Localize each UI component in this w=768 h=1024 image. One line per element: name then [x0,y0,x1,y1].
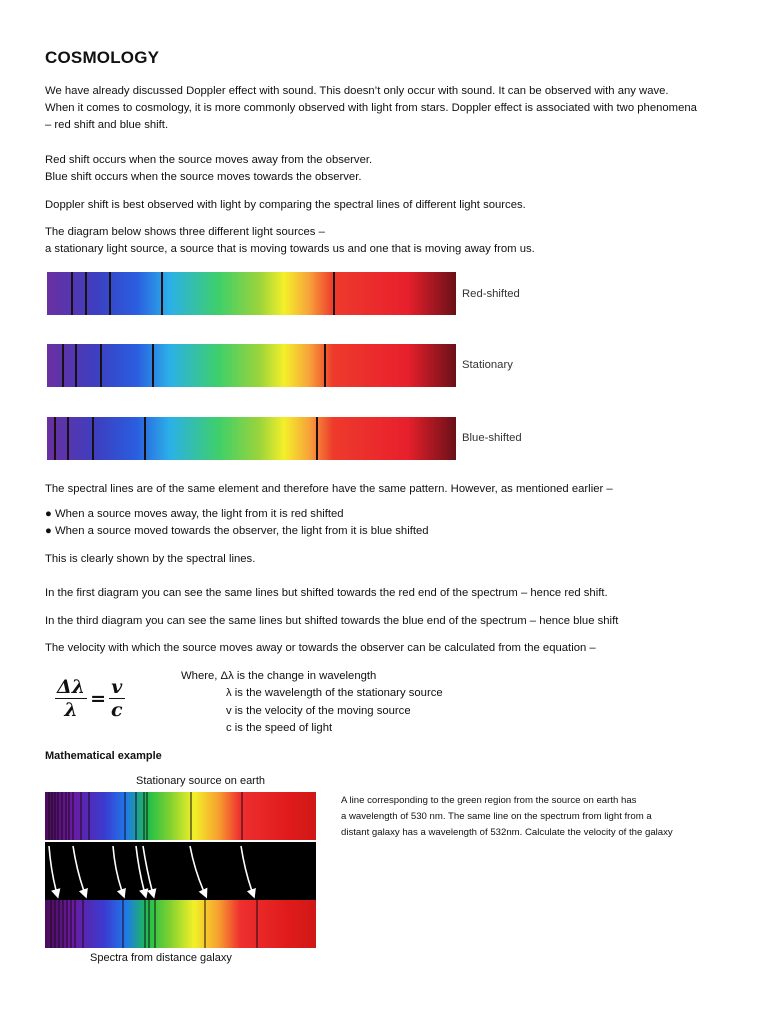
stationary-label: Stationary [462,359,513,371]
formula-v: v [109,676,125,699]
blue-shifted-spectrum [47,417,456,460]
example-text-line-3: distant galaxy has a wavelength of 532nm. Calculate the velocity of the galaxy [341,827,673,838]
intro-line-2: When it comes to cosmology, it is more commonly observed with light from stars. Doppler effect is associated with two phenomena [45,102,697,114]
spectral-line [316,417,318,460]
clear-text: This is clearly shown by the spectral lines. [45,553,256,565]
spectral-line [92,417,94,460]
earth-spectrum [45,792,316,840]
pattern-text: The spectral lines are of the same element and therefore have the same pattern. However, as mentioned earlier – [45,483,613,495]
math-example-heading: Mathematical example [45,750,162,762]
formula-lambda: λ [64,699,78,721]
formula-c: c [111,699,123,721]
earth-spectrum-lines [45,792,316,840]
spectral-line [75,344,77,387]
where-v: v is the velocity of the moving source [226,705,411,717]
spectral-intro: Doppler shift is best observed with light by comparing the spectral lines of different light sources. [45,199,526,211]
intro-line-3: – red shift and blue shift. [45,119,169,131]
where-delta-lambda: Where, Δλ is the change in wavelength [181,670,377,682]
spectral-line [144,417,146,460]
first-diagram-text: In the first diagram you can see the same lines but shifted towards the red end of the spectrum – hence red shift. [45,587,608,599]
red-shifted-spectrum [47,272,456,315]
galaxy-spectrum-lines [45,900,316,948]
diagram-intro-line-2: a stationary light source, a source that is moving towards us and one that is moving away from us. [45,243,535,255]
spectral-line [333,272,335,315]
red-shifted-label: Red-shifted [462,288,520,300]
shift-arrows-panel [45,842,316,900]
where-c: c is the speed of light [226,722,333,734]
formula-left-fraction [55,676,87,721]
intro-line-1: We have already discussed Doppler effect with sound. This doesn’t only occur with sound. It can be observed with any wave. [45,85,669,97]
blue-shifted-label: Blue-shifted [462,432,522,444]
spectral-line [67,417,69,460]
red-shift-definition: Red shift occurs when the source moves away from the observer. [45,154,373,166]
spectral-line [161,272,163,315]
spectral-line [109,272,111,315]
formula-delta-lambda: Δλ [57,676,86,698]
example-text-line-2: a wavelength of 530 nm. The same line on the spectrum from light from a [341,811,652,822]
formula-equals: = [90,687,106,710]
page-title: COSMOLOGY [45,48,160,67]
spectral-line [152,344,154,387]
third-diagram-text: In the third diagram you can see the same lines but shifted towards the blue end of the spectrum – hence blue shift [45,615,619,627]
doppler-formula [55,676,125,721]
shift-arrows [45,842,316,900]
spectral-line [54,417,56,460]
formula-right-fraction [109,676,125,721]
bullet-blue-shift: ● When a source moved towards the observer, the light from it is blue shifted [45,525,429,537]
where-lambda: λ is the wavelength of the stationary source [226,687,443,699]
diagram-intro-line-1: The diagram below shows three different light sources – [45,226,325,238]
spectral-line [100,344,102,387]
spectral-line [71,272,73,315]
stationary-spectrum [47,344,456,387]
stationary-source-caption: Stationary source on earth [136,775,266,787]
spectral-line [324,344,326,387]
galaxy-spectrum [45,900,316,948]
spectral-line [85,272,87,315]
blue-shift-definition: Blue shift occurs when the source moves towards the observer. [45,171,362,183]
example-text-line-1: A line corresponding to the green region from the source on earth has [341,795,637,806]
spectral-line [62,344,64,387]
bullet-red-shift: ● When a source moves away, the light from it is red shifted [45,508,344,520]
velocity-text: The velocity with which the source moves away or towards the observer can be calculated from the equation – [45,642,596,654]
galaxy-spectrum-caption: Spectra from distance galaxy [90,952,232,964]
